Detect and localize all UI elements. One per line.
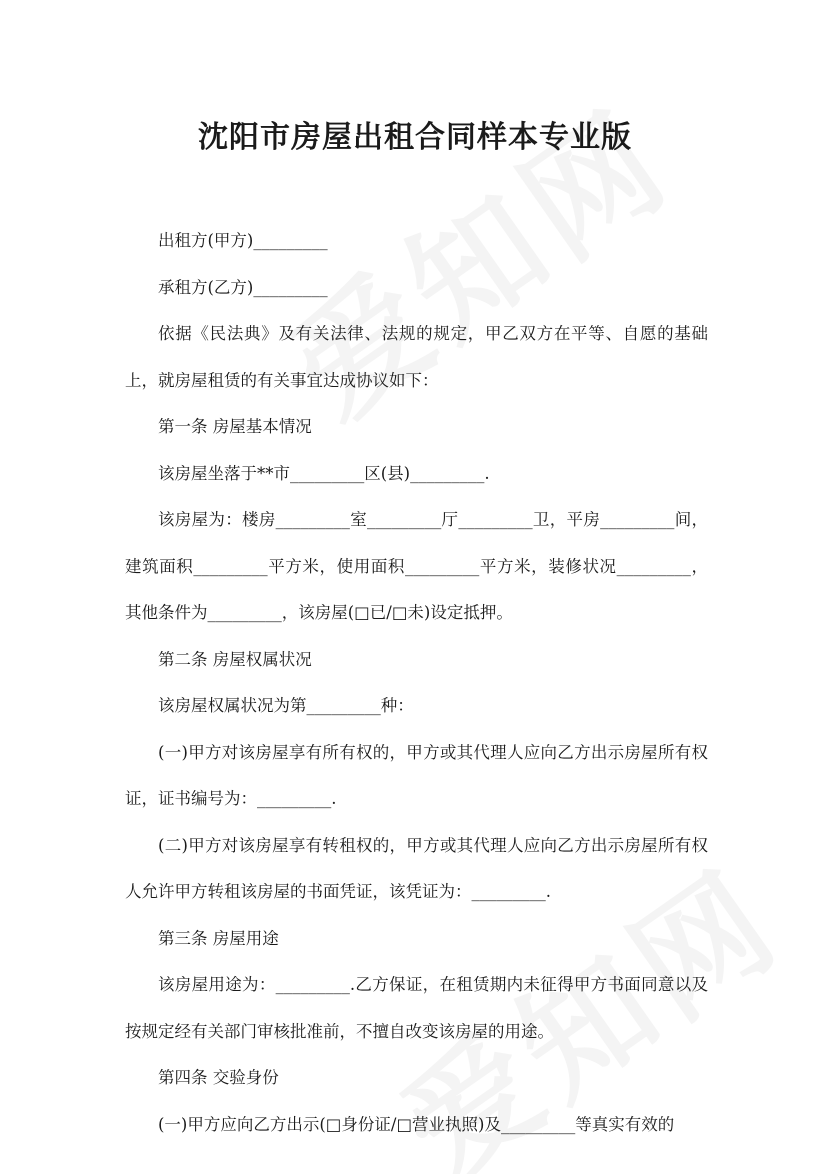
article-1-heading: 第一条 房屋基本情况: [158, 417, 312, 436]
party-a-line: 出租方(甲方)_________: [158, 231, 328, 250]
article-1-details: 该房屋为：楼房_________室_________厅_________卫，平房_________间，建筑面积_________平方米，使用面积_________平方米，装修状况_________，其他条件为_________，该房屋(□已/□未)设定抵押。: [125, 510, 708, 622]
preamble-paragraph: 依据《民法典》及有关法律、法规的规定，甲乙双方在平等、自愿的基础上，就房屋租赁的有关事宜达成协议如下：: [125, 324, 708, 390]
article-2-heading: 第二条 房屋权属状况: [158, 649, 312, 669]
document-body: [125, 218, 708, 1148]
article-3-body: 该房屋用途为：_________.乙方保证，在租赁期内未征得甲方书面同意以及按规定经有关部门审核批准前，不擅自改变该房屋的用途。: [125, 975, 708, 1041]
article-4-heading: 第四条 交验身份: [158, 1068, 279, 1087]
document-title: 沈阳市房屋出租合同样本专业版: [198, 120, 632, 155]
party-b-line: 承租方(乙方)_________: [158, 277, 328, 297]
article-2-clause-1: (一)甲方对该房屋享有所有权的，甲方或其代理人应向乙方出示房屋所有权证，证书编号为：_________.: [125, 742, 708, 808]
article-2-intro: 该房屋权属状况为第_________种：: [158, 696, 414, 715]
article-4-clause-1: (一)甲方应向乙方出示(□身份证/□营业执照)及_________等真实有效的: [158, 1114, 675, 1134]
article-1-location: 该房屋坐落于**市_________区(县)_________.: [158, 463, 490, 483]
article-3-heading: 第三条 房屋用途: [158, 928, 279, 948]
article-2-clause-2: (二)甲方对该房屋享有转租权的，甲方或其代理人应向乙方出示房屋所有权人允许甲方转租该房屋的书面凭证，该凭证为：_________.: [125, 835, 708, 901]
